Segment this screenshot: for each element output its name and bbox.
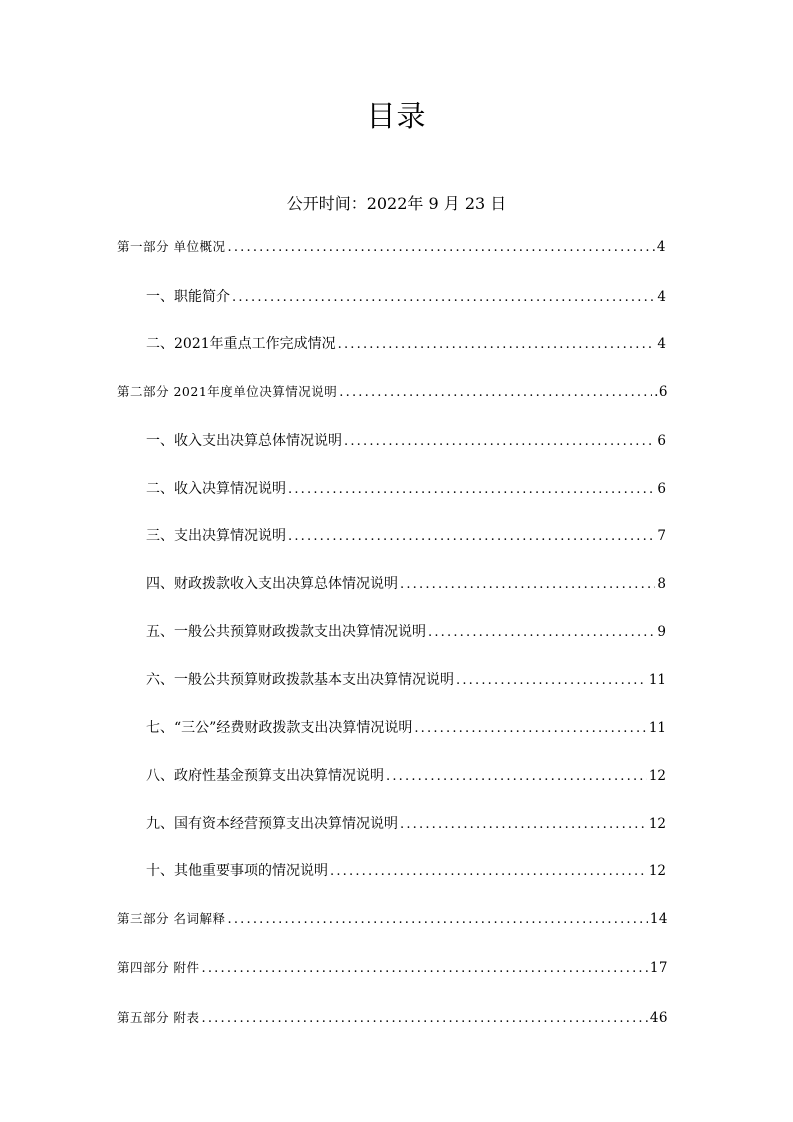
- toc-entry-2-7[interactable]: [146, 717, 666, 739]
- toc-page-number: 4: [657, 289, 666, 305]
- toc-entry-label: 第五部分 附表: [117, 1010, 200, 1025]
- toc-entry-2-8[interactable]: [146, 765, 666, 787]
- toc-entry-label: 二、收入决算情况说明: [146, 481, 286, 497]
- toc-entry-label: 第四部分 附件: [117, 960, 200, 975]
- toc-dot-leader: [227, 909, 647, 931]
- toc-page-number: 9: [657, 624, 666, 640]
- toc-entry-label: 第三部分 名词解释: [117, 911, 226, 926]
- toc-entry-label: 十、其他重要事项的情况说明: [146, 863, 328, 879]
- toc-dot-leader: [428, 622, 655, 644]
- toc-entry-part-1[interactable]: [117, 236, 666, 258]
- toc-entry-part-5[interactable]: [117, 1007, 668, 1029]
- toc-dot-leader: [288, 526, 655, 548]
- toc-entry-label: 一、职能简介: [146, 289, 230, 305]
- toc-page-number: 7: [657, 528, 666, 544]
- toc-entry-part-4[interactable]: [117, 957, 668, 979]
- toc-page-number: 11: [648, 720, 666, 736]
- toc-dot-leader: [330, 861, 647, 883]
- toc-entry-label: 四、财政拨款收入支出决算总体情况说明: [146, 576, 398, 592]
- toc-entry-label: 第一部分 单位概况: [117, 239, 226, 254]
- toc-entry-label: 第二部分 2021年度单位决算情况说明: [117, 384, 338, 399]
- toc-page-number: 17: [649, 960, 668, 976]
- toc-dot-leader: [400, 574, 655, 596]
- toc-entry-label: 八、政府性基金预算支出决算情况说明: [146, 768, 384, 784]
- toc-entry-label: 九、国有资本经营预算支出决算情况说明: [146, 816, 398, 832]
- toc-page-number: 11: [648, 672, 666, 688]
- toc-entry-2-6[interactable]: [146, 669, 666, 691]
- toc-entry-2-1[interactable]: [146, 430, 666, 452]
- toc-entry-2-3[interactable]: [146, 525, 666, 547]
- toc-entry-part-2[interactable]: [117, 381, 668, 403]
- toc-dot-leader: [456, 670, 647, 692]
- toc-page-number: 12: [648, 816, 666, 832]
- toc-page-number: 6: [657, 433, 666, 449]
- toc-dot-leader: [414, 718, 646, 740]
- toc-page-number: 12: [648, 768, 666, 784]
- toc-page-number: .6: [654, 384, 668, 400]
- toc-entry-2-10[interactable]: [146, 860, 666, 882]
- toc-entry-label: 五、一般公共预算财政拨款支出决算情况说明: [146, 624, 426, 640]
- toc-entry-label: 二、2021年重点工作完成情况: [146, 336, 336, 352]
- toc-page-number: 8: [657, 576, 666, 592]
- toc-entry-label: 七、“三公”经费财政拨款支出决算情况说明: [146, 720, 413, 736]
- toc-dot-leader: [339, 382, 652, 404]
- toc-entry-label: 三、支出决算情况说明: [146, 528, 286, 544]
- publish-date: 公开时间：2022年 9 月 23 日: [286, 194, 507, 213]
- toc-entry-label: 一、收入支出决算总体情况说明: [146, 433, 342, 449]
- toc-page-number: 46: [649, 1010, 668, 1026]
- toc-entry-2-5[interactable]: [146, 621, 666, 643]
- toc-dot-leader: [344, 431, 655, 453]
- toc-dot-leader: [386, 766, 647, 788]
- toc-entry-2-9[interactable]: [146, 813, 666, 835]
- toc-dot-leader: [338, 334, 656, 356]
- toc-dot-leader: [400, 814, 647, 836]
- page-title: 目录: [366, 99, 427, 133]
- toc-entry-1-1[interactable]: [146, 286, 666, 308]
- toc-page-number: 6: [657, 481, 666, 497]
- toc-entry-label: 六、一般公共预算财政拨款基本支出决算情况说明: [146, 672, 454, 688]
- toc-dot-leader: [201, 958, 647, 980]
- toc-entry-part-3[interactable]: [117, 908, 668, 930]
- toc-dot-leader: [288, 479, 655, 501]
- toc-page-number: 12: [648, 863, 666, 879]
- toc-dot-leader: [227, 237, 654, 259]
- toc-entry-2-4[interactable]: [146, 573, 666, 595]
- toc-dot-leader: [201, 1008, 647, 1030]
- toc-page-number: 4: [657, 336, 666, 352]
- toc-page-number: 4: [656, 239, 666, 255]
- toc-entry-2-2[interactable]: [146, 478, 666, 500]
- toc-page-number: 14: [649, 911, 668, 927]
- toc-dot-leader: [232, 287, 655, 309]
- toc-entry-1-2[interactable]: [146, 333, 666, 355]
